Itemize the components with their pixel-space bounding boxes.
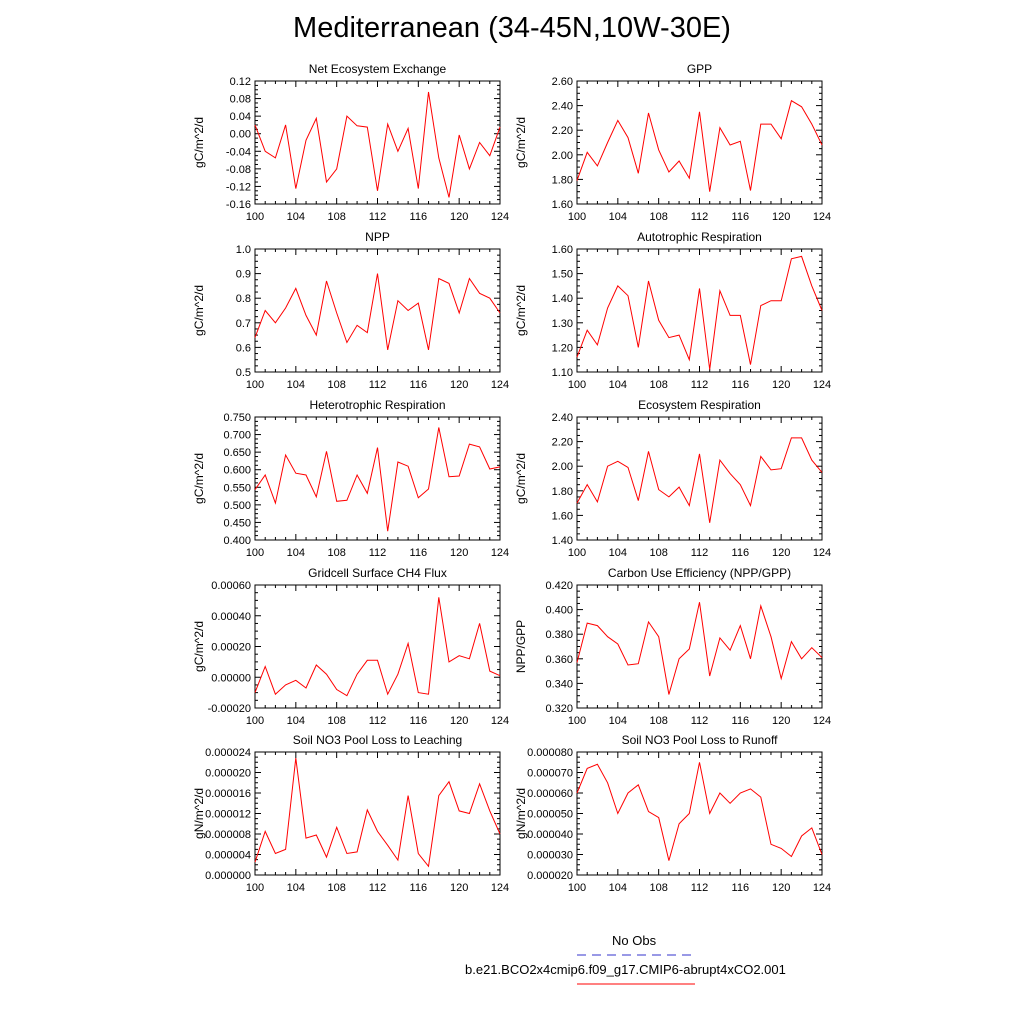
panel-title: NPP — [365, 230, 390, 244]
y-tick-label: 0.00020 — [211, 641, 251, 654]
x-tick-label: 120 — [771, 715, 791, 727]
x-tick-label: 124 — [812, 379, 832, 391]
y-tick-label: 2.00 — [551, 149, 573, 162]
y-tick-label: 0.340 — [545, 678, 573, 691]
x-tick-label: 108 — [327, 379, 346, 391]
x-tick-label: 108 — [649, 547, 668, 559]
x-tick-label: 104 — [608, 379, 628, 391]
x-tick-label: 100 — [245, 379, 265, 391]
y-tick-label: 1.50 — [551, 268, 573, 281]
y-tick-label: 1.30 — [551, 317, 573, 330]
x-tick-label: 120 — [771, 211, 791, 223]
y-tick-label: 0.000000 — [205, 870, 251, 882]
x-tick-label: 116 — [409, 882, 428, 894]
y-axis-label: gC/m^2/d — [514, 285, 528, 336]
x-tick-label: 116 — [409, 379, 428, 391]
x-tick-label: 104 — [286, 211, 306, 223]
panel-title: Soil NO3 Pool Loss to Leaching — [292, 733, 463, 747]
y-tick-label: 0.8 — [235, 293, 251, 306]
x-tick-label: 108 — [327, 547, 346, 559]
y-tick-label: -0.08 — [225, 163, 251, 176]
x-tick-label: 120 — [449, 379, 469, 391]
x-tick-label: 124 — [812, 547, 832, 559]
x-tick-label: 120 — [771, 379, 791, 391]
y-tick-label: 0.000020 — [527, 870, 573, 882]
x-tick-label: 104 — [608, 211, 628, 223]
x-tick-label: 116 — [409, 715, 428, 727]
y-tick-label: 0.320 — [545, 703, 573, 715]
panel-title: Soil NO3 Pool Loss to Runoff — [621, 733, 778, 747]
legend-label-no-obs: No Obs — [612, 933, 657, 948]
y-tick-label: 2.00 — [551, 461, 573, 474]
x-tick-label: 112 — [368, 379, 387, 391]
x-tick-label: 108 — [649, 379, 668, 391]
y-axis-label: gC/m^2/d — [192, 453, 206, 504]
x-tick-label: 116 — [731, 547, 750, 559]
y-tick-label: 0.12 — [229, 76, 251, 88]
x-tick-label: 112 — [690, 715, 709, 727]
x-tick-label: 124 — [490, 379, 510, 391]
x-tick-label: 124 — [490, 547, 510, 559]
x-tick-label: 124 — [490, 715, 510, 727]
y-axis-label: gC/m^2/d — [514, 117, 528, 168]
y-tick-label: 1.40 — [551, 535, 573, 547]
y-tick-label: 0.000030 — [527, 849, 573, 862]
x-tick-label: 100 — [245, 211, 265, 223]
x-tick-label: 116 — [731, 715, 750, 727]
y-tick-label: 2.60 — [551, 76, 573, 88]
plot-frame — [577, 752, 822, 875]
y-tick-label: 0.500 — [223, 499, 251, 512]
series-line — [577, 762, 822, 860]
y-tick-label: 0.04 — [229, 111, 251, 124]
x-tick-label: 116 — [731, 211, 750, 223]
x-tick-label: 100 — [567, 379, 587, 391]
x-tick-label: 120 — [771, 882, 791, 894]
x-tick-label: 124 — [812, 882, 832, 894]
y-tick-label: 0.380 — [545, 629, 573, 642]
x-tick-label: 116 — [409, 211, 428, 223]
y-tick-label: 0.000040 — [527, 829, 573, 841]
y-tick-label: 0.000004 — [205, 849, 251, 862]
y-tick-label: 1.40 — [551, 293, 573, 306]
x-tick-label: 100 — [567, 547, 587, 559]
x-tick-label: 100 — [567, 211, 587, 223]
panel-title: Carbon Use Efficiency (NPP/GPP) — [607, 566, 792, 580]
y-tick-label: 0.600 — [223, 464, 251, 477]
legend-label-model: b.e21.BCO2x4cmip6.f09_g17.CMIP6-abrupt4xCO2.001 — [465, 962, 786, 977]
x-tick-label: 112 — [690, 379, 709, 391]
y-tick-label: 0.00000 — [211, 672, 251, 685]
x-tick-label: 124 — [490, 882, 510, 894]
y-tick-label: 0.000080 — [527, 747, 573, 759]
y-tick-label: 0.000016 — [205, 788, 251, 800]
x-tick-label: 104 — [608, 882, 628, 894]
x-tick-label: 116 — [731, 882, 750, 894]
y-tick-label: 0.000012 — [205, 808, 251, 821]
y-tick-label: -0.00020 — [207, 703, 251, 715]
panel-title: Net Ecosystem Exchange — [308, 62, 447, 76]
y-tick-label: 0.360 — [545, 653, 573, 666]
y-tick-label: 0.08 — [229, 93, 251, 106]
y-tick-label: 1.0 — [235, 244, 251, 256]
x-tick-label: 116 — [731, 379, 750, 391]
x-tick-label: 104 — [286, 379, 306, 391]
y-tick-label: 0.9 — [235, 268, 251, 281]
x-tick-label: 104 — [286, 882, 306, 894]
y-tick-label: -0.04 — [225, 146, 251, 159]
panel-title: Ecosystem Respiration — [638, 398, 761, 412]
x-tick-label: 108 — [327, 882, 346, 894]
y-tick-label: 0.00 — [229, 128, 251, 141]
y-tick-label: 0.450 — [223, 517, 251, 530]
x-tick-label: 120 — [449, 547, 469, 559]
y-tick-label: 0.400 — [545, 604, 573, 617]
x-tick-label: 112 — [368, 547, 387, 559]
x-tick-label: 100 — [245, 715, 265, 727]
y-tick-label: 0.6 — [235, 342, 251, 355]
x-tick-label: 120 — [449, 715, 469, 727]
y-tick-label: -0.16 — [225, 199, 251, 211]
y-tick-label: 0.000070 — [527, 767, 573, 780]
panel-title: Gridcell Surface CH4 Flux — [308, 566, 447, 580]
x-tick-label: 112 — [368, 882, 387, 894]
y-tick-label: 1.80 — [551, 174, 573, 187]
x-tick-label: 124 — [812, 211, 832, 223]
x-tick-label: 100 — [245, 547, 265, 559]
y-tick-label: 0.000050 — [527, 808, 573, 821]
x-tick-label: 108 — [327, 211, 346, 223]
y-axis-label: gN/m^2/d — [514, 788, 528, 839]
y-tick-label: 1.60 — [551, 510, 573, 523]
panel-title: Autotrophic Respiration — [637, 230, 762, 244]
y-tick-label: 0.650 — [223, 447, 251, 460]
x-tick-label: 112 — [690, 547, 709, 559]
x-tick-label: 112 — [368, 715, 387, 727]
y-tick-label: 2.20 — [551, 125, 573, 138]
panel-title: GPP — [686, 62, 713, 76]
y-tick-label: 0.750 — [223, 412, 251, 424]
y-tick-label: 0.420 — [545, 580, 573, 592]
x-tick-label: 120 — [449, 882, 469, 894]
y-axis-label: gC/m^2/d — [192, 285, 206, 336]
y-tick-label: 0.00060 — [211, 580, 251, 592]
y-axis-label: gC/m^2/d — [192, 117, 206, 168]
y-tick-label: 2.40 — [551, 412, 573, 424]
x-tick-label: 108 — [649, 715, 668, 727]
x-tick-label: 124 — [490, 211, 510, 223]
y-tick-label: 0.5 — [235, 367, 251, 379]
y-tick-label: 2.20 — [551, 436, 573, 449]
x-tick-label: 112 — [368, 211, 387, 223]
y-axis-label: gC/m^2/d — [514, 453, 528, 504]
x-tick-label: 104 — [286, 547, 306, 559]
x-tick-label: 104 — [608, 547, 628, 559]
y-axis-label: NPP/GPP — [514, 619, 528, 674]
y-axis-label: gN/m^2/d — [192, 788, 206, 839]
y-tick-label: 0.000020 — [205, 767, 251, 780]
y-tick-label: 0.00040 — [211, 610, 251, 623]
y-tick-label: 1.80 — [551, 485, 573, 498]
x-tick-label: 108 — [327, 715, 346, 727]
x-tick-label: 104 — [608, 715, 628, 727]
y-tick-label: -0.12 — [225, 181, 251, 194]
x-tick-label: 100 — [245, 882, 265, 894]
x-tick-label: 120 — [771, 547, 791, 559]
y-tick-label: 0.000024 — [205, 747, 251, 759]
y-tick-label: 2.40 — [551, 100, 573, 113]
y-axis-label: gC/m^2/d — [192, 621, 206, 672]
y-tick-label: 0.550 — [223, 482, 251, 495]
y-tick-label: 1.20 — [551, 342, 573, 355]
y-tick-label: 1.10 — [551, 367, 573, 379]
y-tick-label: 0.000060 — [527, 788, 573, 800]
y-tick-label: 1.60 — [551, 244, 573, 256]
figure-title: Mediterranean (34-45N,10W-30E) — [293, 12, 731, 44]
y-tick-label: 0.000008 — [205, 829, 251, 841]
x-tick-label: 116 — [409, 547, 428, 559]
x-tick-label: 108 — [649, 882, 668, 894]
y-tick-label: 0.400 — [223, 535, 251, 547]
y-tick-label: 0.700 — [223, 429, 251, 442]
x-tick-label: 104 — [286, 715, 306, 727]
y-tick-label: 1.60 — [551, 199, 573, 211]
x-tick-label: 100 — [567, 715, 587, 727]
x-tick-label: 112 — [690, 211, 709, 223]
x-tick-label: 124 — [812, 715, 832, 727]
x-tick-label: 112 — [690, 882, 709, 894]
y-tick-label: 0.7 — [235, 317, 251, 330]
panel-title: Heterotrophic Respiration — [309, 398, 446, 412]
x-tick-label: 100 — [567, 882, 587, 894]
x-tick-label: 108 — [649, 211, 668, 223]
x-tick-label: 120 — [449, 211, 469, 223]
